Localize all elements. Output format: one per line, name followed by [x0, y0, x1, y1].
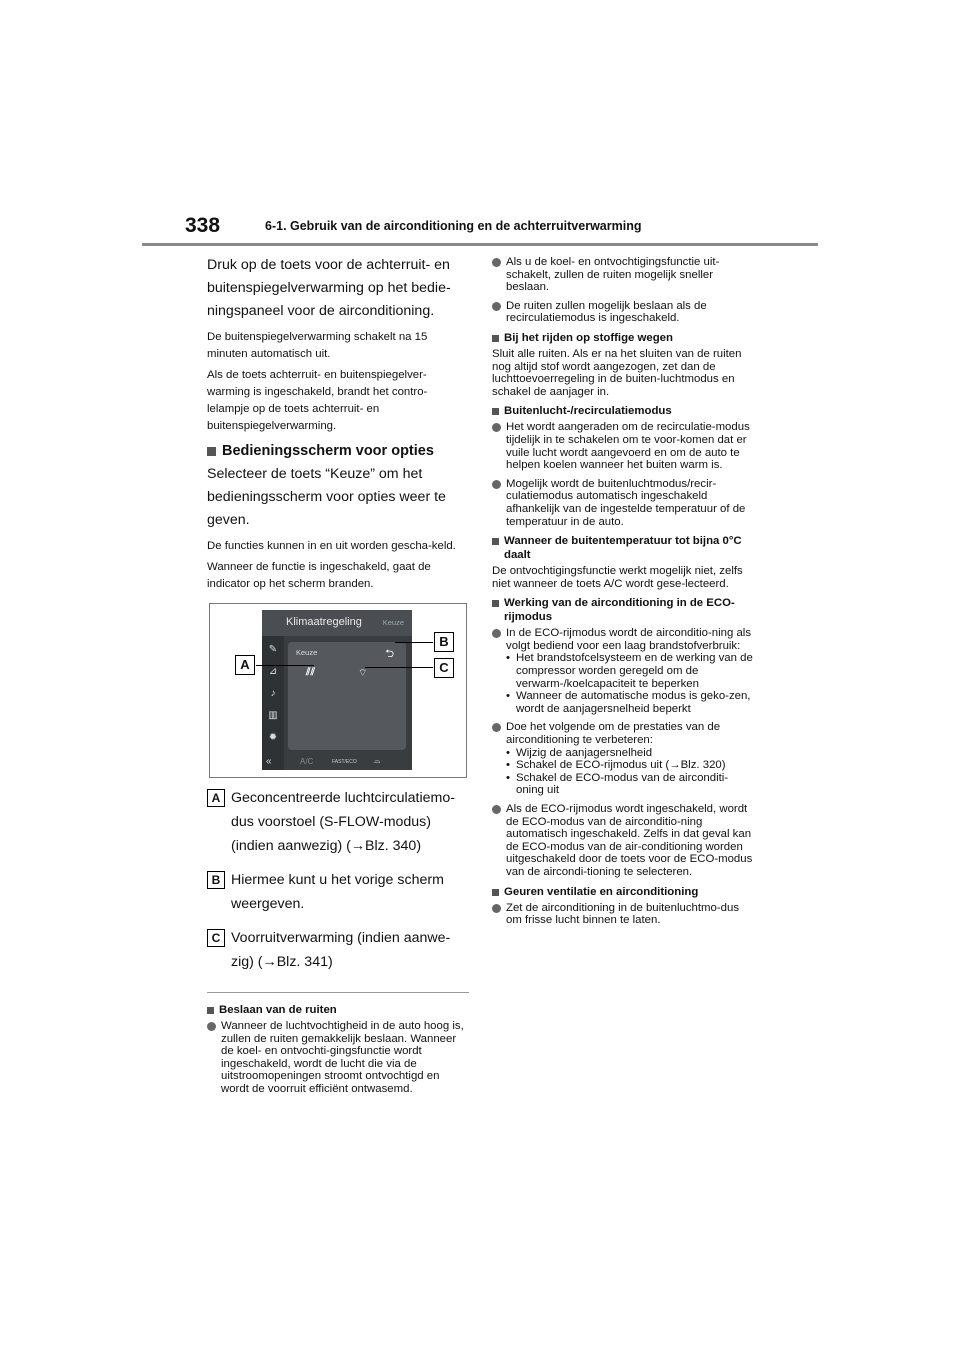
legend-letter: C — [207, 929, 225, 947]
square-bullet-icon — [207, 447, 216, 456]
square-bullet-icon — [207, 1007, 214, 1014]
round-bullet-icon — [492, 480, 501, 489]
callout-a: A — [235, 655, 255, 675]
sub-text: Schakel de ECO-modus van de airconditi-oning uit — [516, 771, 729, 797]
leader-a — [256, 665, 314, 666]
bullet-text: Als u de koel- en ontvochtigingsfunctie uit-schakelt, zullen de ruiten mogelijk sneller beslaan. — [506, 256, 720, 294]
legend-text: Geconcentreerde luchtcirculatiemo-dus voorstoel (S-FLOW-modus) (indien aanwezig) (→Blz. 340) — [231, 790, 455, 854]
screen-title: Klimaatregeling — [286, 616, 362, 628]
bars-icon[interactable]: ▥ — [268, 710, 278, 721]
round-bullet-icon — [492, 805, 501, 814]
sub-text: Wanneer de automatische modus is geko-zen, wordt de aanjagersnelheid beperkt — [516, 690, 751, 715]
eco-heading-text: Werking van de airconditioning in de ECO-rijmodus — [504, 597, 735, 624]
collapse-chevron-icon[interactable]: « — [266, 756, 272, 767]
fog-bullet — [207, 1020, 469, 1096]
bullet-improve — [492, 721, 754, 746]
bullet-text: Mogelijk wordt de buitenluchtmodus/recir-culatiemodus automatisch ingeschakeld afhankelijk van de ingestelde temperatuur of de temperatuur in de auto. — [506, 477, 746, 528]
options-heading-text: Bedieningsscherm voor opties — [222, 443, 434, 459]
settings-icon[interactable]: ✹ — [268, 732, 278, 743]
s-flow-icon[interactable]: ⫽⫽ — [306, 667, 315, 678]
sub-bullet: • — [506, 771, 510, 784]
running-header: 6-1. Gebruik van de airconditioning en de achterruitverwarming — [265, 219, 642, 233]
round-bullet-icon — [492, 629, 501, 638]
windshield-defog-icon[interactable]: ⌔ — [358, 668, 368, 679]
sub-text: Schakel de ECO-rijmodus uit (→Blz. 320) — [516, 759, 726, 772]
round-bullet-icon — [492, 302, 501, 311]
square-bullet-icon — [492, 335, 499, 342]
left-column — [207, 254, 469, 1102]
sub-bullet: • — [506, 652, 510, 665]
callout-b: B — [434, 632, 454, 652]
back-icon[interactable]: ⮌ — [385, 648, 394, 660]
recirc-heading-text: Buitenlucht-/recirculatiemodus — [504, 405, 672, 418]
round-bullet-icon — [492, 723, 501, 732]
seat-icon[interactable]: ⊿ — [268, 666, 278, 677]
bullet-recirc-advice — [492, 421, 754, 471]
leader-b — [395, 642, 433, 643]
bullet-text: Het wordt aangeraden om de recirculatie-modus tijdelijk in te schakelen om te voor-komen dat er vuile lucht wordt aangevoerd en om de auto te helpen koelen wanneer het buiten warm is. — [506, 421, 750, 472]
note-switch: De functies kunnen in en uit worden gescha-keld. — [207, 540, 456, 552]
screen-title-bar — [262, 610, 412, 636]
climate-screen — [262, 610, 412, 770]
round-bullet-icon — [492, 423, 501, 432]
legend-letter: B — [207, 871, 225, 889]
bullet-recirc-auto — [492, 478, 754, 528]
bullet-text: Doe het volgende om de prestaties van de airconditioning te verbeteren: — [506, 721, 721, 747]
bullet-fresh-air — [492, 902, 754, 927]
legend-letter: A — [207, 789, 225, 807]
sub-item — [506, 772, 754, 797]
smell-heading-text: Geuren ventilatie en airconditioning — [504, 885, 699, 898]
callout-c: C — [434, 658, 454, 678]
fog-heading — [207, 1003, 469, 1017]
dust-heading-text: Bij het rijden op stoffige wegen — [504, 331, 673, 344]
round-bullet-icon — [492, 258, 501, 267]
round-bullet-icon — [492, 904, 501, 913]
fog-bullet-text: Wanneer de luchtvochtigheid in de auto hoog is, zullen de ruiten gemakkelijk beslaan. Wanneer de koel- en ontvochti-gingsfunctie wordt ingeschakeld, wordt de lucht die via de uitstroomopeningen stroomt ontvochtigd en wordt de voorruit efficiënt ontwasemd. — [221, 1020, 464, 1095]
square-bullet-icon — [492, 408, 499, 415]
options-instruction: Selecteer de toets “Keuze” om het bedieningsscherm voor opties weer te geven. — [207, 466, 446, 528]
screen-bottom-bar — [284, 756, 412, 770]
eco-heading — [492, 596, 754, 624]
legend-text: Hiermee kunt u het vorige scherm weergeven. — [231, 872, 444, 912]
fog-heading-text: Beslaan van de ruiten — [219, 1004, 337, 1016]
sub-item — [506, 747, 754, 760]
dust-heading — [492, 331, 754, 345]
header-rule — [142, 243, 818, 246]
round-bullet-icon — [207, 1022, 216, 1031]
recirc-heading — [492, 404, 754, 418]
note-indicator: Als de toets achterruit- en buitenspiegelver-warming is ingeschakeld, brandt het contro-lelampje op de toets achterruit- en buitenspiegelverwarming. — [207, 369, 428, 432]
keuze-tab[interactable]: Keuze — [382, 618, 404, 627]
bullet-eco-mode — [492, 627, 754, 652]
intro-text: Druk op de toets voor de achterruit- en buitenspiegelverwarming op het bedie-ningspaneel voor de airconditioning. — [207, 257, 451, 319]
square-bullet-icon — [492, 889, 499, 896]
temp-heading — [492, 534, 754, 562]
options-panel — [288, 642, 406, 750]
right-column — [492, 254, 754, 933]
legend-text: Voorruitverwarming (indien aanwe-zig) (→Blz. 341) — [231, 930, 451, 970]
note-light: Wanneer de functie is ingeschakeld, gaat de indicator op het scherm branden. — [207, 561, 431, 590]
bullet-text: De ruiten zullen mogelijk beslaan als de recirculatiemodus is ingeschakeld. — [506, 299, 707, 325]
screen-sidebar — [262, 636, 284, 770]
sub-text: Het brandstofcelsysteem en de werking van de compressor worden geregeld om de verwarm-/koelcapaciteit te beperken — [516, 652, 753, 690]
temp-heading-text: Wanneer de buitentemperatuur tot bijna 0°C daalt — [504, 535, 742, 562]
bullet-text: In de ECO-rijmodus wordt de airconditio-ning als volgt bediend voor een laag brandstofverbruik: — [506, 627, 752, 652]
ac-button[interactable]: A/C — [300, 757, 314, 766]
music-icon[interactable]: ♪ — [270, 688, 276, 699]
square-bullet-icon — [492, 600, 499, 607]
temp-text: De ontvochtigingsfunctie werkt mogelijk niet, zelfs niet wanneer de toets A/C wordt gese-lecteerd. — [492, 565, 743, 590]
car-recirc-icon[interactable]: ⌓ — [374, 756, 381, 765]
sub-item — [506, 759, 754, 772]
sub-bullet: • — [506, 746, 510, 759]
sub-item — [506, 690, 754, 715]
bullet-text: Als de ECO-rijmodus wordt ingeschakeld, wordt de ECO-modus van de airconditio-ning automatisch ingeschakeld. Zelfs in dat geval kan de ECO-modus van de air-conditioning worden uitgeschakeld door de toets voor de ECO-modus van de aircondi-tioning te selecteren. — [506, 803, 753, 878]
smell-heading — [492, 885, 754, 899]
dust-text: Sluit alle ruiten. Als er na het sluiten van de ruiten nog altijd stof wordt aangezogen, zet dan de luchttoevoerregeling in de buiten-luchtmodus en schakel de aanjager in. — [492, 347, 742, 398]
options-screen-figure — [209, 603, 467, 778]
legend-item-c — [207, 926, 469, 974]
page-number: 338 — [185, 214, 221, 237]
section-divider — [207, 992, 469, 993]
legend-item-b — [207, 868, 469, 916]
sub-bullet: • — [506, 690, 510, 703]
bullet-text: Zet de airconditioning in de buitenluchtmo-dus om frisse lucht binnen te laten. — [506, 901, 740, 927]
bullet-eco-auto — [492, 803, 754, 879]
panel-keuze-label: Keuze — [296, 648, 318, 657]
legend-item-a — [207, 786, 469, 858]
options-heading — [207, 443, 469, 459]
sub-text: Wijzig de aanjagersnelheid — [516, 746, 653, 759]
leader-c — [365, 667, 433, 668]
note-auto-off: De buitenspiegelverwarming schakelt na 15 minuten automatisch uit. — [207, 331, 428, 360]
bullet-recirc-fog — [492, 300, 754, 325]
sub-item — [506, 652, 754, 690]
map-icon[interactable]: ✎ — [268, 644, 278, 655]
bullet-cooling-off — [492, 256, 754, 294]
square-bullet-icon — [492, 538, 499, 545]
fast-eco-button[interactable]: FAST/ECO — [332, 759, 357, 765]
sub-bullet: • — [506, 759, 510, 772]
